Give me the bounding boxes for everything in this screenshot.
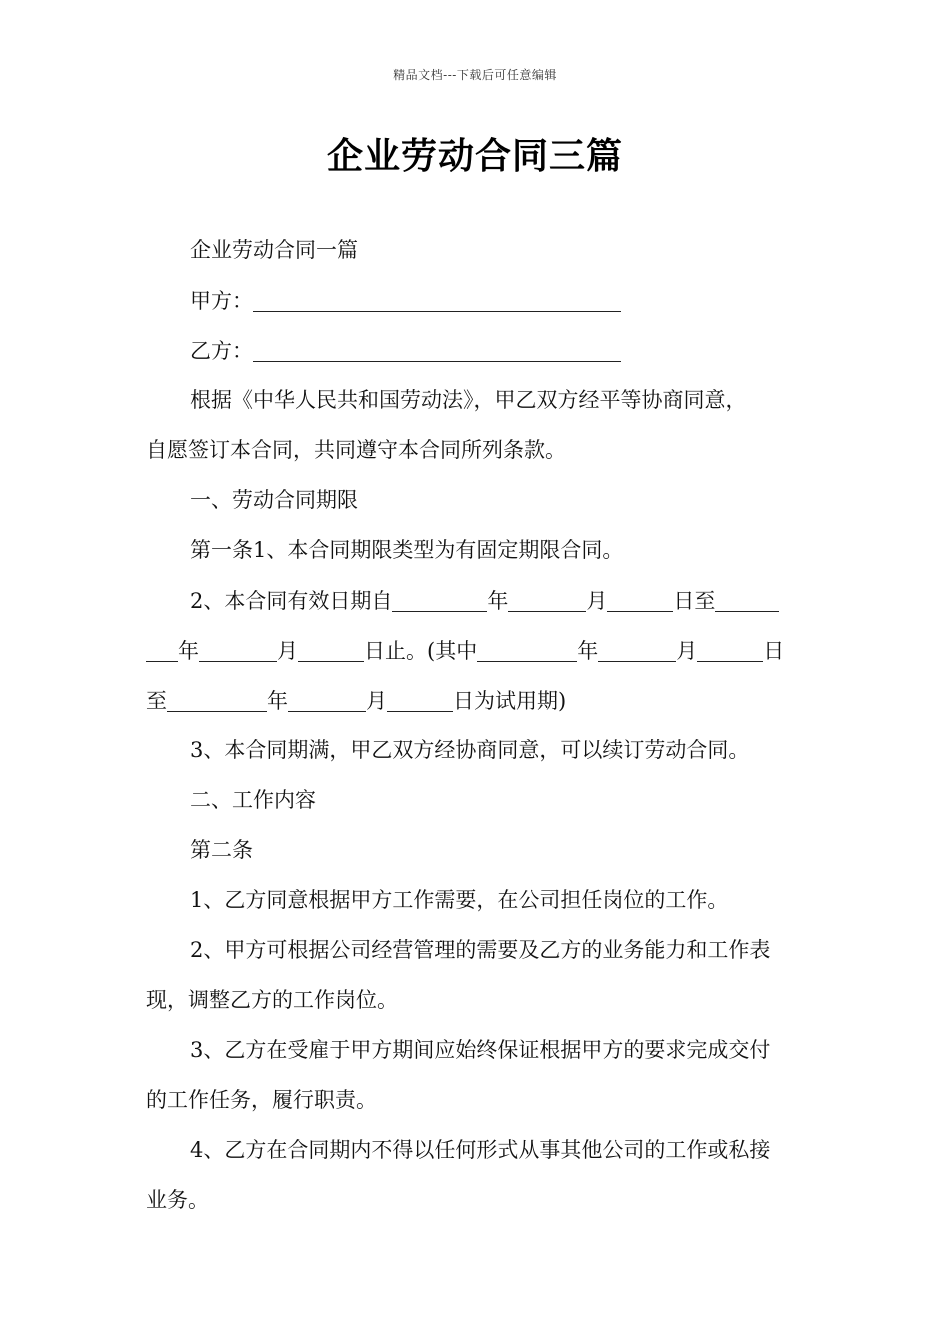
blank <box>199 639 277 662</box>
intro-line-2: 自愿签订本合同，共同遵守本合同所列条款。 <box>146 438 566 462</box>
blank <box>477 639 577 662</box>
month-label: 月 <box>586 589 608 613</box>
intro-line-1: 根据《中华人民共和国劳动法》，甲乙双方经平等协商同意， <box>190 388 747 412</box>
section-1-heading: 一、劳动合同期限 <box>190 488 358 512</box>
blank <box>392 589 487 612</box>
blank <box>598 639 676 662</box>
month-label: 月 <box>277 639 298 663</box>
term-line-1 <box>190 585 810 616</box>
term-line-2 <box>146 635 810 666</box>
blank <box>146 639 178 662</box>
party-a-label: 甲方： <box>190 289 253 313</box>
year-label: 年 <box>577 639 599 663</box>
term-line-3 <box>146 685 810 716</box>
year-label: 年 <box>178 639 199 663</box>
party-b-blank <box>253 339 621 362</box>
blank <box>298 639 364 662</box>
work-clause-3-line-1: 3、乙方在受雇于甲方期间应始终保证根据甲方的要求完成交付 <box>190 1038 771 1062</box>
blank <box>697 639 763 662</box>
document-title: 企业劳动合同三篇 <box>326 135 623 177</box>
to-label: 至 <box>146 689 167 713</box>
work-clause-3-line-2: 的工作任务，履行职责。 <box>146 1088 377 1112</box>
page-header: 精品文档---下载后可任意编辑 <box>393 68 557 82</box>
probation-label: 日为试用期) <box>453 689 567 713</box>
party-b-line <box>190 335 810 366</box>
blank <box>607 589 673 612</box>
year-label: 年 <box>267 689 288 713</box>
month-label: 月 <box>676 639 698 663</box>
day-end-label: 日止。(其中 <box>364 639 478 663</box>
day-label: 日 <box>763 639 785 663</box>
work-clause-2-line-2: 现，调整乙方的工作岗位。 <box>146 988 398 1012</box>
contract-subtitle: 企业劳动合同一篇 <box>190 238 358 262</box>
article-1: 第一条1、本合同期限类型为有固定期限合同。 <box>190 538 624 562</box>
term-renewal: 3、本合同期满，甲乙双方经协商同意，可以续订劳动合同。 <box>190 738 750 762</box>
day-to-label: 日至 <box>673 589 716 613</box>
party-b-label: 乙方： <box>190 339 253 363</box>
party-a-blank <box>253 289 621 312</box>
work-clause-4-line-1: 4、乙方在合同期内不得以任何形式从事其他公司的工作或私接 <box>190 1138 771 1162</box>
blank <box>387 689 453 712</box>
blank <box>167 689 267 712</box>
year-label: 年 <box>487 589 509 613</box>
blank <box>508 589 586 612</box>
blank <box>715 589 779 612</box>
term-from-label: 2、本合同有效日期自 <box>190 589 393 613</box>
work-clause-1: 1、乙方同意根据甲方工作需要，在公司担任岗位的工作。 <box>190 888 729 912</box>
work-clause-4-line-2: 业务。 <box>146 1188 209 1212</box>
section-2-heading: 二、工作内容 <box>190 788 316 812</box>
party-a-line <box>190 285 810 316</box>
article-2: 第二条 <box>190 838 253 862</box>
month-label: 月 <box>366 689 387 713</box>
work-clause-2-line-1: 2、甲方可根据公司经营管理的需要及乙方的业务能力和工作表 <box>190 938 771 962</box>
blank <box>288 689 366 712</box>
